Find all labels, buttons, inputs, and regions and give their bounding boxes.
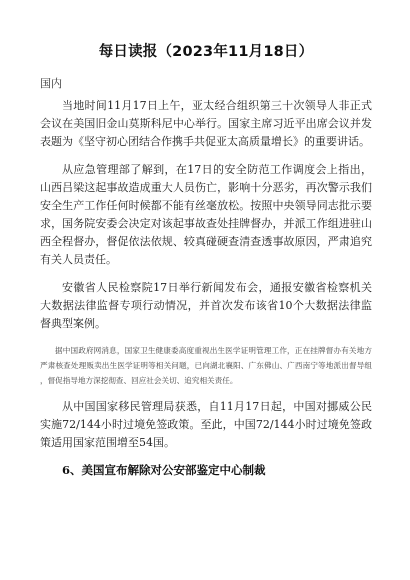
- paragraph-apec: 当地时间11月17日上午，亚太经合组织第三十次领导人非正式会议在美国旧金山莫斯科尼中心举行。国家主席习近平出席会议并发表题为《坚守初心团结合作携手共促亚太高质量增长》的重要讲话。: [40, 99, 372, 148]
- paragraph-visa-free: 从中国国家移民管理局获悉，自11月17日起，中国对挪威公民实施72/144小时过境免签政策。至此，中国72/144小时过境免签政策适用国家范围增至54国。: [40, 400, 372, 449]
- paragraph-anhui: 安徽省人民检察院17日举行新闻发布会，通报安徽省检察机关大数据法律监督专项行动情况，并首次发布该省10个大数据法律监督典型案例。: [40, 281, 372, 330]
- document-title: 每日读报（2023年11月18日）: [98, 44, 314, 60]
- paragraph-safety: 从应急管理部了解到，在17日的安全防范工作调度会上指出，山西吕梁这起事故造成重大人员伤亡，影响十分恶劣，再次警示我们安全生产工作任何时候都不能有丝毫放松。按照中央领导同志批示要求，国务院安委会决定对该起事故查处挂牌督办，并派工作组进驻山西全程督办，督促依法依规、较真碰硬查清查透事故原因，严肃追究有关人员责任。: [40, 163, 372, 266]
- paragraph-birth-certificate: 据中国政府网消息，国家卫生健康委高度重视出生医学证明管理工作，正在挂牌督办有关地方严肃核查处理贩卖出生医学证明等相关问题，已向湖北襄阳、广东佛山、广西南宁等地派出督导组，督促指导地方深挖彻查、回应社会关切、追究相关责任。: [40, 346, 372, 385]
- section-heading: 6、美国宣布解除对公安部鉴定中心制裁: [62, 463, 266, 477]
- section-label: 国内: [40, 77, 62, 90]
